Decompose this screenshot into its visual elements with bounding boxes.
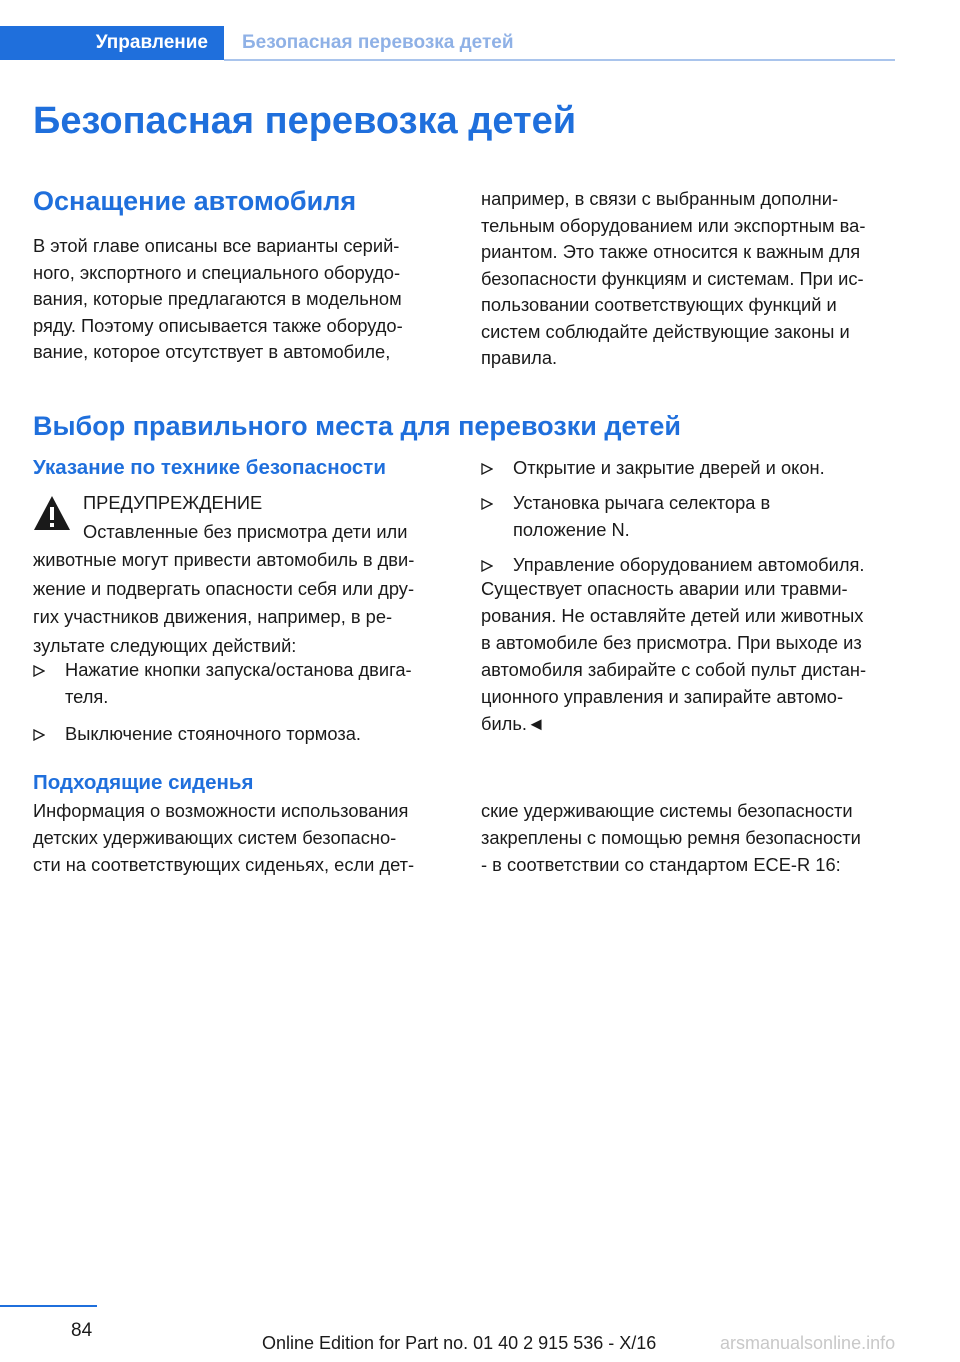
text-line: закреплены с помощью ремня безопасности xyxy=(481,827,861,848)
suitable-seats-text-left xyxy=(33,797,448,878)
text-line: ционного управления и запирайте автомо- xyxy=(481,686,844,707)
text-line: в автомобиле без присмотра. При выходе из xyxy=(481,632,862,653)
text-line: зультате следующих действий: xyxy=(33,634,297,656)
text-line: риантом. Это также относится к важным для xyxy=(481,241,861,262)
list-item xyxy=(481,454,901,481)
list-item xyxy=(481,551,901,578)
text-line: детских удерживающих систем безопасно- xyxy=(33,827,397,848)
bullet-text: Управление оборудованием автомобиля. xyxy=(513,554,865,575)
text-line: автомобиля забирайте с собой пульт дистан- xyxy=(481,659,867,680)
text-line: животные могут привести автомобиль в дви- xyxy=(33,549,415,570)
left-bullet-list xyxy=(33,656,448,747)
text-line: ские удерживающие системы безопасности xyxy=(481,800,853,821)
text-line: например, в связи с выбранным дополни- xyxy=(481,188,839,209)
text-line: тельным оборудованием или экспортным ва- xyxy=(481,214,866,236)
list-item xyxy=(33,720,448,747)
triangle-bullet-icon xyxy=(481,463,493,475)
breadcrumb[interactable]: Безопасная перевозка детей xyxy=(242,32,514,53)
suitable-seats-text-right xyxy=(481,797,901,878)
equipment-heading: Оснащение автомобиля xyxy=(33,186,357,216)
triangle-bullet-icon xyxy=(481,498,493,510)
text-line: сти на соответствующих сиденьях, если дет- xyxy=(33,854,415,875)
bullet-text: теля. xyxy=(65,686,109,707)
suitable-seats-heading: Подходящие сиденья xyxy=(33,771,254,794)
header-divider xyxy=(224,59,895,61)
warning-block xyxy=(33,489,453,660)
text-line: пользовании соответствующих функций и xyxy=(481,294,837,315)
triangle-bullet-icon xyxy=(33,665,45,677)
watermark: arsmanualsonline.info xyxy=(720,1333,896,1353)
section-tab-label: Управление xyxy=(95,32,208,53)
text-line: ного, экспортного и специального оборудо- xyxy=(33,261,401,283)
right-bullet-list xyxy=(481,454,901,578)
equipment-text-right xyxy=(481,186,901,372)
seat-choice-heading: Выбор правильного места для перевозки детей xyxy=(33,411,681,441)
edition-note: Online Edition for Part no. 01 40 2 915 536 - X/16 xyxy=(262,1333,657,1353)
text-line: рования. Не оставляйте детей или животных xyxy=(481,605,864,626)
equipment-text-left xyxy=(33,233,448,366)
text-line: - в соответствии со стандартом ECE-R 16: xyxy=(481,854,841,875)
list-item xyxy=(33,656,448,710)
text-line: систем соблюдайте действующие законы и xyxy=(481,320,850,342)
bullet-text: Выключение стояночного тормоза. xyxy=(65,723,361,744)
bullet-text: Установка рычага селектора в xyxy=(513,492,771,513)
warning-label: ПРЕДУПРЕЖДЕНИЕ xyxy=(83,492,263,513)
text-line: жение и подвергать опасности себя или дру- xyxy=(33,577,415,599)
text-line: вания, которые предлагаются в модельном xyxy=(33,288,402,309)
text-line: правила. xyxy=(481,347,558,368)
bullet-text: Открытие и закрытие дверей и окон. xyxy=(513,457,825,478)
warning-first-line: Оставленные без присмотра дети или xyxy=(83,520,408,542)
list-item xyxy=(481,489,901,543)
text-line: безопасности функциям и системам. При ис- xyxy=(481,267,864,289)
bullet-text: положение N. xyxy=(513,519,630,540)
text-line: вание, которое отсутствует в автомобиле, xyxy=(33,341,391,362)
section-tab[interactable] xyxy=(0,26,224,60)
text-line: Существует опасность аварии или травми- xyxy=(481,578,848,599)
text-line: Информация о возможности использования xyxy=(33,800,409,821)
text-line: ряду. Поэтому описывается также оборудо- xyxy=(33,314,403,336)
text-line: биль.◄ xyxy=(481,713,546,734)
safety-heading: Указание по технике безопасности xyxy=(33,456,386,479)
text-line: В этой главе описаны все варианты серий- xyxy=(33,235,400,256)
warning-conclusion xyxy=(481,575,901,737)
text-line: гих участников движения, например, в ре- xyxy=(33,606,393,627)
footer-divider xyxy=(0,1305,97,1307)
triangle-bullet-icon xyxy=(481,560,493,572)
triangle-bullet-icon xyxy=(33,729,45,741)
bullet-text: Нажатие кнопки запуска/останова двига- xyxy=(65,659,412,680)
page-number: 84 xyxy=(71,1320,93,1341)
page-title: Безопасная перевозка детей xyxy=(33,100,577,142)
